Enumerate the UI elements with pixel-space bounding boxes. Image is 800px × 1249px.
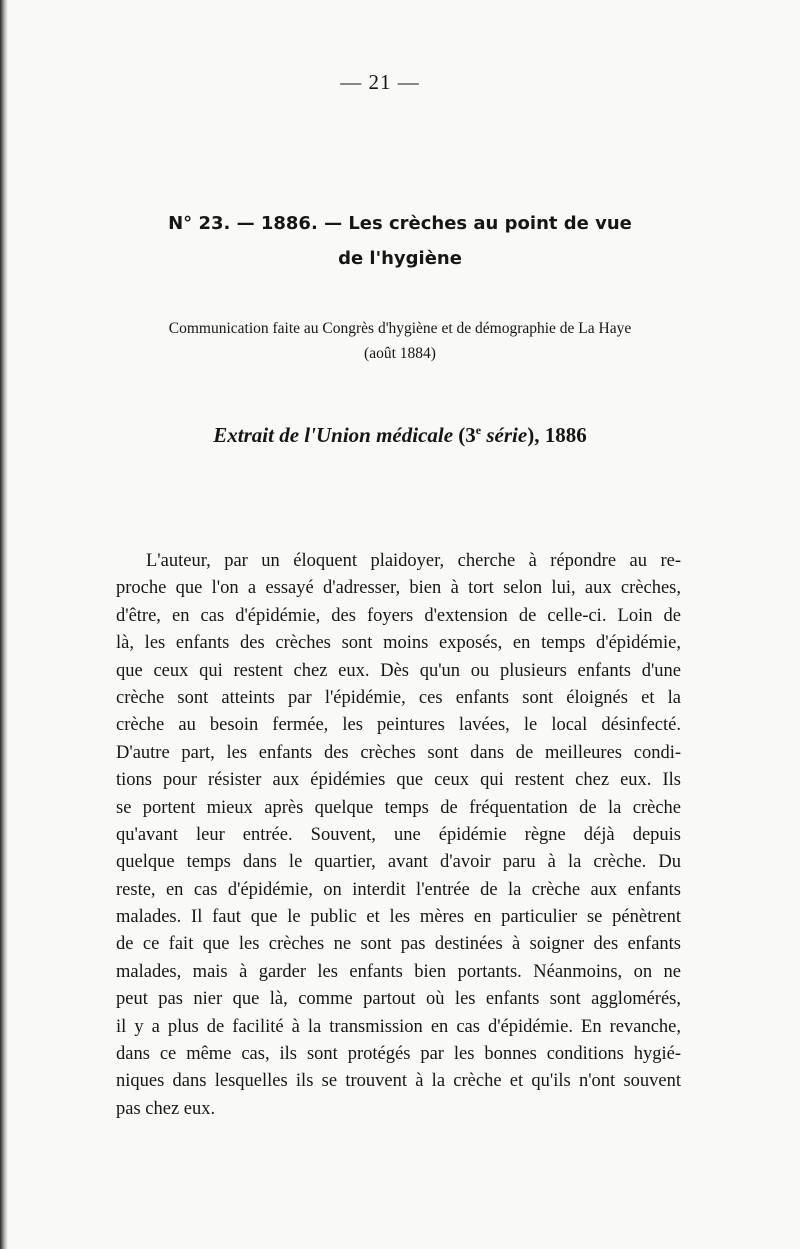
series-number: 3 — [465, 423, 476, 447]
article-title-line-1: N° 23. — 1886. — Les crèches au point de vue — [168, 213, 632, 234]
body-line: reste, en cas d'épidémie, on interdit l'entrée de la crèche aux enfants — [116, 879, 681, 900]
communication-note-line-2: (août 1884) — [364, 345, 436, 362]
body-line: crèche au besoin fermée, les peintures lavées, le local désinfecté. — [116, 715, 681, 736]
body-line: malades. Il faut que le public et les mères en particulier se pénètrent — [116, 907, 681, 928]
page-number: — 21 — — [340, 70, 420, 94]
body-line: niques dans lesquelles ils se trouvent à la crèche et qu'ils n'ont souvent — [116, 1071, 681, 1092]
body-line: pas chez eux. — [116, 1098, 216, 1119]
body-line: il y a plus de facilité à la transmission en cas d'épidémie. En revanche, — [116, 1016, 681, 1037]
body-line: tions pour résister aux épidémies que ceux qui restent chez eux. Ils — [116, 770, 681, 791]
body-line: malades, mais à garder les enfants bien portants. Néanmoins, on ne — [116, 961, 681, 982]
source-citation — [100, 423, 700, 448]
body-line: que ceux qui restent chez eux. Dès qu'un ou plusieurs enfants d'une — [116, 660, 681, 681]
body-paragraph — [116, 548, 681, 1123]
source-year: 1886 — [544, 423, 587, 447]
body-line: peut pas nier que là, comme partout où les enfants sont agglomérés, — [116, 989, 681, 1010]
series-paren-open: ( — [458, 423, 466, 447]
body-line: de ce fait que les crèches ne sont pas destinées à soigner des enfants — [116, 934, 681, 955]
body-line: d'être, en cas d'épidémie, des foyers d'extension de celle-ci. Loin de — [116, 605, 681, 626]
body-line: dans ce même cas, ils sont protégés par les bonnes conditions hygié- — [116, 1044, 681, 1065]
source-journal: Extrait de l'Union médicale — [213, 423, 454, 447]
body-line: crèche sont atteints par l'épidémie, ces enfants sont éloignés et la — [116, 687, 681, 708]
body-line: L'auteur, par un éloquent plaidoyer, cherche à répondre au re- — [146, 551, 681, 571]
series-superscript: e — [475, 423, 482, 437]
page-binding-edge — [0, 0, 8, 1249]
body-line: qu'avant leur entrée. Souvent, une épidémie règne déjà depuis — [116, 824, 681, 845]
body-line: quelque temps dans le quartier, avant d'avoir paru à la crèche. Du — [116, 852, 681, 873]
body-line: D'autre part, les enfants des crèches sont dans de meilleures condi- — [116, 742, 681, 763]
body-line: là, les enfants des crèches sont moins exposés, en temps d'épidémie, — [116, 633, 681, 654]
series-word: série — [486, 423, 528, 447]
article-title-line-2: de l'hygiène — [338, 248, 462, 269]
communication-note-line-1: Communication faite au Congrès d'hygiène et de démographie de La Haye — [168, 320, 632, 337]
body-line: proche que l'on a essayé d'adresser, bien à tort selon lui, aux crèches, — [116, 578, 681, 599]
series-paren-close: ), — [527, 423, 540, 447]
body-line: se portent mieux après quelque temps de fréquentation de la crèche — [116, 797, 681, 818]
